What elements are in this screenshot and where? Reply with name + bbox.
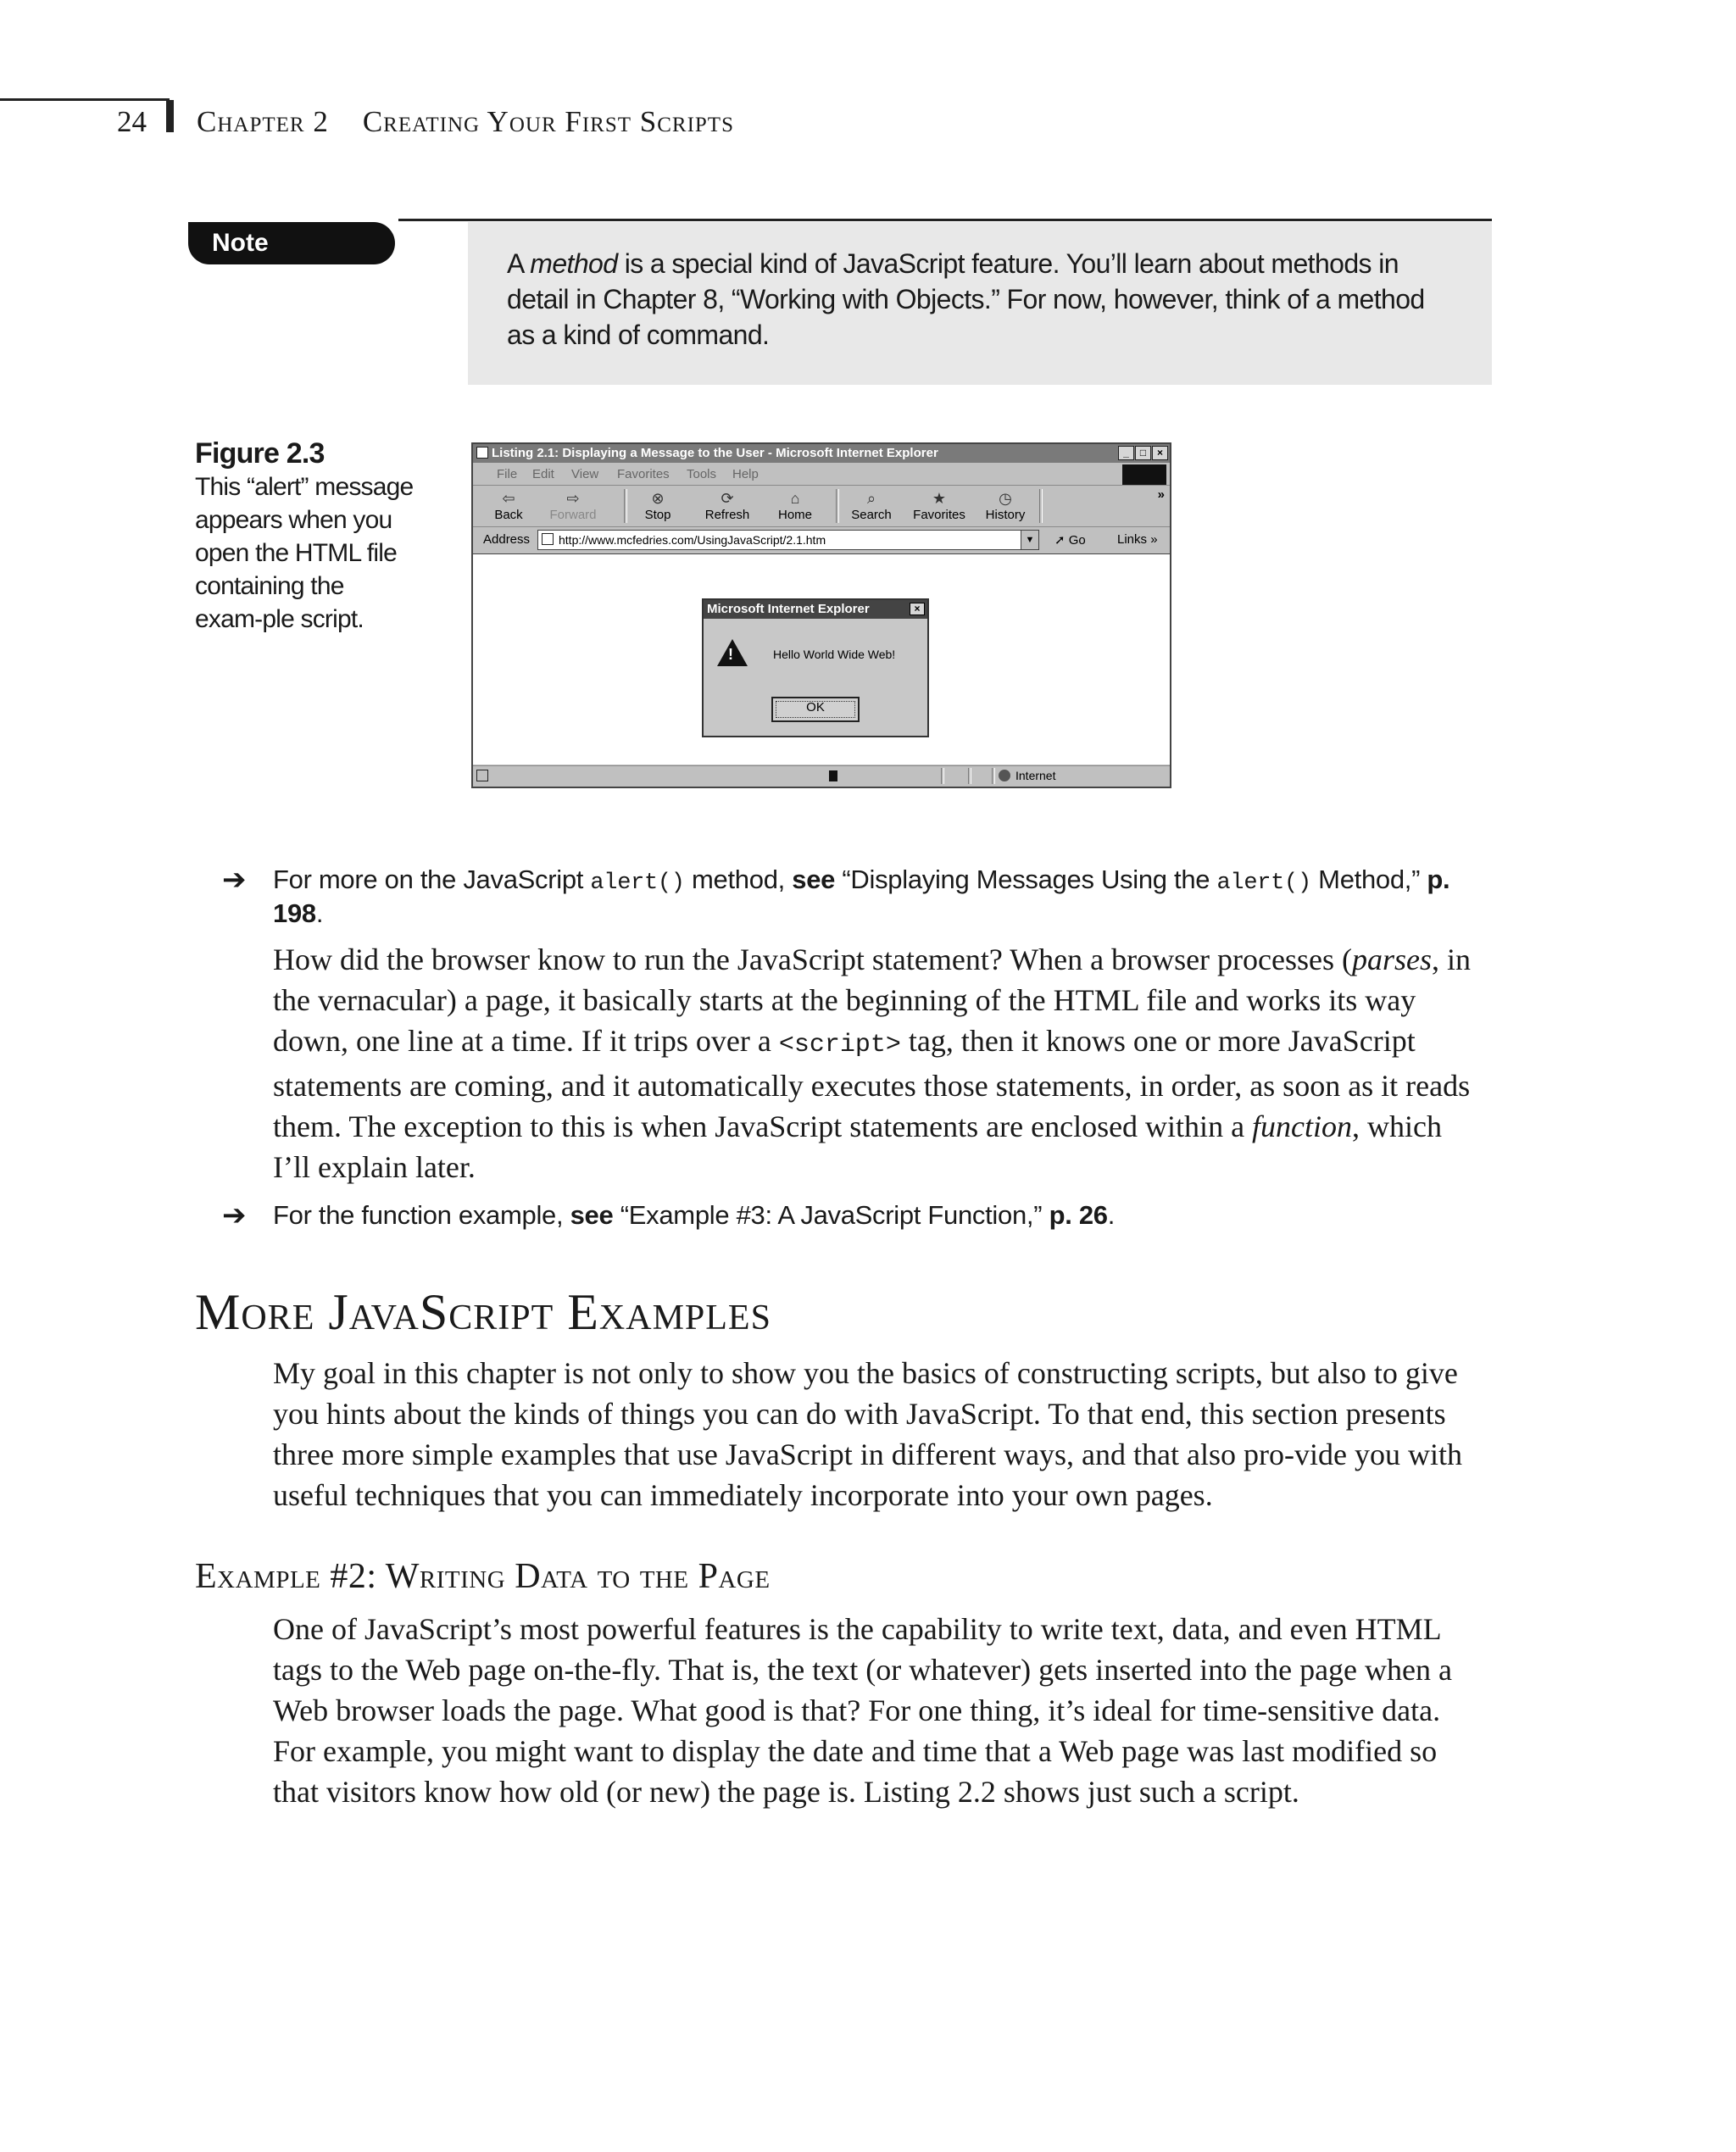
toolbar — [473, 486, 1170, 527]
zone-label: Internet — [1015, 769, 1056, 782]
xref-text: For the function example, — [273, 1200, 570, 1230]
stop-button[interactable] — [631, 489, 685, 522]
toolbar-separator — [624, 489, 627, 523]
stop-icon: ⊗ — [651, 490, 665, 507]
cross-reference — [222, 865, 1460, 929]
refresh-button[interactable] — [700, 489, 754, 522]
xref-text: For more on the JavaScript — [273, 865, 591, 894]
xref-page[interactable]: p. 26 — [1049, 1200, 1108, 1230]
status-divider — [992, 768, 995, 784]
minimize-button[interactable]: _ — [1118, 446, 1134, 460]
para-text: How did the browser know to run the JavaScript statement? When a browser processes ( — [273, 943, 1352, 976]
para-emphasis: function — [1252, 1109, 1353, 1143]
address-bar — [473, 527, 1170, 553]
note-text: A — [507, 248, 531, 279]
home-button[interactable] — [768, 489, 822, 522]
header-bar — [166, 100, 174, 132]
menu-view[interactable]: View — [571, 467, 599, 481]
status-divider — [968, 768, 971, 784]
figure-caption — [195, 437, 415, 636]
menu-edit[interactable]: Edit — [532, 467, 554, 481]
subsection-paragraph: One of JavaScript’s most powerful features is the capability to write text, data, and even HTML tags to the Web page on-the-fly. That is, the text (or whatever) gets inserted into the page when a Web browser loads the page. What good is that? For one thing, it’s ideal for time-sensitive data. For example, you might want to display the date and time that a Web page was last modified so that visitors know how old (or new) the page is. Listing 2.2 shows just such a script. — [273, 1612, 1452, 1809]
address-input[interactable] — [537, 530, 1039, 550]
menu-help[interactable]: Help — [732, 467, 759, 481]
para-emphasis: parses — [1352, 943, 1433, 976]
status-bar — [473, 765, 1170, 787]
xref-text: “Example #3: A JavaScript Function,” — [613, 1200, 1049, 1230]
forward-label: Forward — [549, 508, 597, 522]
address-url: http://www.mcfedries.com/UsingJavaScript/2.1.htm — [559, 533, 826, 547]
section-paragraph: My goal in this chapter is not only to show you the basics of constructing scripts, but also to give you hints about the kinds of things you can do with JavaScript. To that end, this section presents three more simple examples that use JavaScript in different ways, and that also pro-vide you with useful techniques that you can immediately incorporate into your own pages. — [273, 1356, 1462, 1512]
links-label: Links — [1117, 532, 1148, 547]
alert-dialog — [702, 598, 929, 737]
refresh-icon: ⟳ — [721, 490, 734, 507]
figure-label: Figure 2.3 — [195, 437, 325, 470]
home-icon: ⌂ — [790, 490, 800, 507]
history-label: History — [985, 508, 1026, 522]
body-paragraph — [273, 939, 1485, 1187]
para-text: , which I’ll explain later. — [273, 1109, 1443, 1184]
favorites-icon: ★ — [932, 490, 947, 507]
browser-window — [471, 442, 1171, 788]
xref-text: . — [1107, 1200, 1116, 1230]
dialog-title: Microsoft Internet Explorer — [707, 602, 870, 616]
page-number: 24 — [117, 105, 147, 138]
note-emphasis: method — [530, 248, 618, 279]
toolbar-separator — [836, 489, 839, 523]
security-zone — [999, 769, 1055, 782]
note-box — [468, 222, 1492, 385]
xref-see: see — [570, 1200, 614, 1230]
back-label: Back — [494, 508, 523, 522]
running-header — [197, 105, 734, 139]
back-button[interactable] — [481, 489, 536, 522]
search-label: Search — [851, 508, 892, 522]
dialog-close-button[interactable]: × — [910, 603, 925, 615]
warning-icon: ! — [717, 639, 748, 666]
address-dropdown-icon[interactable]: ▼ — [1021, 531, 1038, 549]
dialog-message: Hello World Wide Web! — [773, 648, 896, 661]
links-button[interactable]: Links » — [1117, 532, 1158, 547]
arrow-right-icon: ➔ — [222, 864, 247, 896]
globe-icon — [999, 770, 1010, 781]
forward-arrow-icon: ⇨ — [566, 490, 580, 507]
go-button[interactable] — [1054, 532, 1086, 548]
xref-text: method, — [684, 865, 793, 894]
favorites-button[interactable] — [912, 489, 966, 522]
xref-text: “Displaying Messages Using the — [835, 865, 1217, 894]
browser-content — [473, 553, 1170, 765]
browser-title: Listing 2.1: Displaying a Message to the User - Microsoft Internet Explorer — [492, 446, 938, 460]
header-rule — [0, 98, 170, 101]
go-label: Go — [1068, 533, 1086, 548]
para-text: , in the vernacular) a page, it basically starts at the beginning of the HTML file and works its way down, one line at a time. If it trips over a — [273, 943, 1472, 1058]
progress-indicator — [829, 770, 837, 781]
back-arrow-icon: ⇦ — [502, 490, 515, 507]
dialog-title-bar — [704, 600, 927, 619]
stop-label: Stop — [644, 508, 671, 522]
xref-page[interactable]: p. 198 — [273, 865, 1450, 928]
status-divider — [941, 768, 944, 784]
para-text: tag, then it knows one or more JavaScript statements are coming, and it automatically executes those statements, in order, as soon as it reads them. The exception to this is when JavaScript statements are enclosed within a — [273, 1024, 1471, 1143]
maximize-button[interactable]: □ — [1135, 446, 1151, 460]
history-button[interactable] — [978, 489, 1032, 522]
cross-reference — [222, 1200, 1460, 1231]
go-arrow-icon: ➚ — [1054, 533, 1069, 548]
subsection-heading: Example #2: Writing Data to the Page — [195, 1557, 771, 1596]
forward-button[interactable] — [546, 489, 600, 522]
para-code: <script> — [778, 1031, 901, 1059]
home-label: Home — [777, 508, 812, 522]
ie-page-icon — [476, 447, 488, 459]
note-text-rest: is a special kind of JavaScript feature. You’ll learn about methods in detail in Chapter 8, “Working with Objects.” For now, however, think of a method as a kind of command. — [507, 248, 1425, 350]
menu-tools[interactable]: Tools — [687, 467, 717, 481]
xref-code: alert() — [1216, 870, 1311, 896]
toolbar-separator — [1039, 489, 1043, 523]
figure-caption-text: This “alert” message appears when you open the HTML file containing the exam-ple script. — [195, 473, 414, 633]
chapter-title: Creating Your First Scripts — [362, 105, 734, 138]
note-label: Note — [188, 222, 395, 264]
xref-text: Method,” — [1310, 865, 1427, 894]
windows-logo-icon — [1122, 464, 1166, 485]
refresh-label: Refresh — [704, 508, 750, 522]
close-button[interactable]: × — [1152, 446, 1168, 460]
search-icon: ⌕ — [866, 490, 876, 507]
status-page-icon — [476, 770, 488, 781]
favorites-label: Favorites — [913, 508, 965, 522]
menu-bar — [473, 463, 1170, 486]
page-icon — [542, 533, 554, 545]
xref-text: . — [315, 898, 324, 928]
history-icon: ◷ — [999, 490, 1012, 507]
section-heading: More JavaScript Examples — [195, 1284, 771, 1340]
search-button[interactable] — [844, 489, 899, 522]
menu-file[interactable]: File — [497, 467, 518, 481]
xref-code: alert() — [590, 870, 685, 896]
arrow-right-icon: ➔ — [222, 1199, 247, 1232]
xref-see: see — [792, 865, 836, 894]
browser-title-bar — [473, 444, 1170, 463]
menu-favorites[interactable]: Favorites — [617, 467, 670, 481]
chapter-label: Chapter 2 — [197, 105, 329, 138]
address-label: Address — [483, 532, 531, 547]
note-rule — [398, 219, 1492, 221]
ok-button[interactable]: OK — [771, 697, 860, 722]
toolbar-more-icon[interactable]: » — [1157, 487, 1165, 502]
